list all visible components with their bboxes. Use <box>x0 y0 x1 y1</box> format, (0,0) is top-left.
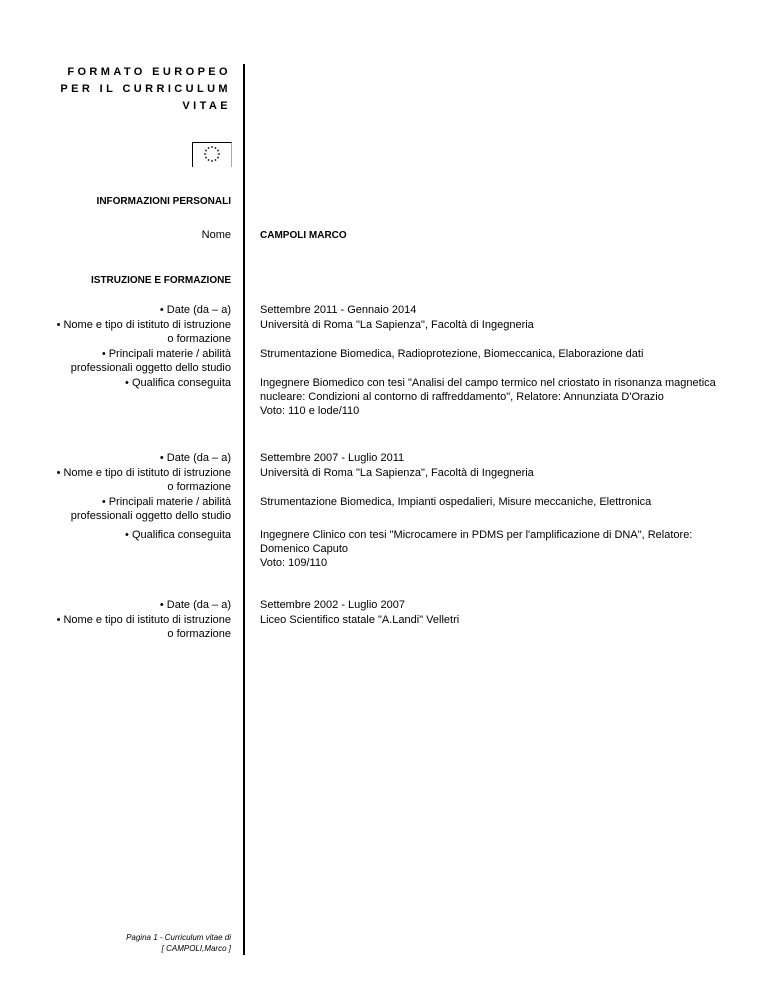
label-qualification: • Qualifica conseguita <box>125 529 231 541</box>
vertical-divider <box>243 64 245 955</box>
title-line-1: FORMATO EUROPEO <box>67 66 231 78</box>
label-institute-line2: o formazione <box>167 481 231 493</box>
label-subjects-line2: professionali oggetto dello studio <box>70 510 231 522</box>
entry1-qualification-line2: nucleare: Condizioni al contorno di raffreddamento", Relatore: Annunziata D'Orazio <box>260 391 664 403</box>
footer-line-2: [ CAMPOLI,Marco ] <box>161 944 231 953</box>
label-institute-line2: o formazione <box>167 333 231 345</box>
entry2-subjects: Strumentazione Biomedica, Impianti ospedalieri, Misure meccaniche, Elettronica <box>260 496 652 508</box>
name-value: CAMPOLI MARCO <box>260 230 347 241</box>
entry3-institute: Liceo Scientifico statale "A.Landi" Velletri <box>260 614 460 626</box>
label-institute-line1: • Nome e tipo di istituto di istruzione <box>56 319 231 331</box>
label-institute-line1: • Nome e tipo di istituto di istruzione <box>56 467 231 479</box>
label-qualification: • Qualifica conseguita <box>125 377 231 389</box>
personal-info-heading: INFORMAZIONI PERSONALI <box>96 196 231 207</box>
entry1-qualification-line3: Voto: 110 e lode/110 <box>260 405 360 417</box>
title-line-3: VITAE <box>182 100 231 112</box>
entry3-dates: Settembre 2002 - Luglio 2007 <box>260 599 405 611</box>
footer-line-1: Pagina 1 - Curriculum vitae di <box>126 933 231 942</box>
eu-flag-icon <box>192 142 232 167</box>
entry2-institute: Università di Roma "La Sapienza", Facoltà di Ingegneria <box>260 467 534 479</box>
label-dates: • Date (da – a) <box>159 452 231 464</box>
entry1-subjects: Strumentazione Biomedica, Radioprotezione, Biomeccanica, Elaborazione dati <box>260 348 644 360</box>
entry1-qualification-line1: Ingegnere Biomedico con tesi "Analisi del campo termico nel criostato in risonanza magnetica <box>260 377 716 389</box>
entry1-institute: Università di Roma "La Sapienza", Facoltà di Ingegneria <box>260 319 534 331</box>
label-dates: • Date (da – a) <box>159 304 231 316</box>
entry2-qualification-line3: Voto: 109/110 <box>260 557 328 569</box>
entry2-dates: Settembre 2007 - Luglio 2011 <box>260 452 405 464</box>
label-subjects-line1: • Principali materie / abilità <box>101 348 231 360</box>
label-dates: • Date (da – a) <box>159 599 231 611</box>
label-institute-line1: • Nome e tipo di istituto di istruzione <box>56 614 231 626</box>
name-label: Nome <box>201 229 231 241</box>
title-line-2: PER IL CURRICULUM <box>60 83 231 95</box>
label-institute-line2: o formazione <box>167 628 231 640</box>
education-heading: ISTRUZIONE E FORMAZIONE <box>91 275 231 286</box>
page-footer <box>126 932 231 954</box>
entry2-qualification-line1: Ingegnere Clinico con tesi "Microcamere in PDMS per l'amplificazione di DNA", Relatore: <box>260 529 693 541</box>
label-subjects-line2: professionali oggetto dello studio <box>70 362 231 374</box>
label-subjects-line1: • Principali materie / abilità <box>101 496 231 508</box>
entry1-dates: Settembre 2011 - Gennaio 2014 <box>260 304 417 316</box>
entry2-qualification-line2: Domenico Caputo <box>260 543 349 555</box>
document-title <box>60 64 231 115</box>
